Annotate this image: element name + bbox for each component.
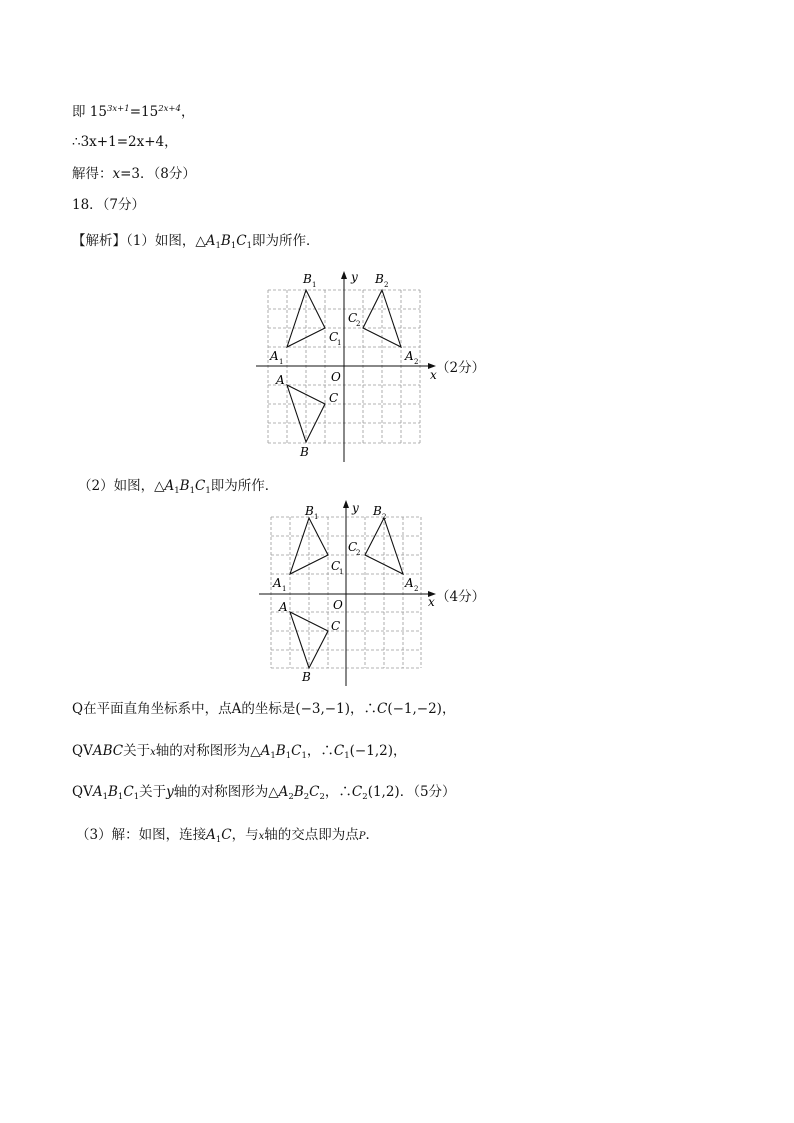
part2-suffix: 即为所作． (210, 478, 279, 494)
point-B-label: B (300, 445, 309, 459)
point-C2-sub: 2 (356, 549, 361, 557)
part2-B-sub: 1 (189, 486, 195, 496)
p3-period: ． (365, 827, 379, 843)
p3-intersection-text: 轴的交点即为点 (264, 827, 359, 843)
solution-variable: x (112, 166, 121, 182)
question-18-heading: 18．（7分） (72, 197, 146, 213)
point-B1-sub: 1 (314, 513, 319, 521)
r3-A2-sub: 2 (288, 792, 294, 802)
eq2-text: ∴3x+1=2x+4， (72, 134, 178, 150)
part1-B: B (220, 233, 231, 249)
p3-with: ，与 (231, 827, 259, 843)
y-axis-arrow (343, 500, 349, 508)
point-A1-label: A (273, 576, 282, 590)
part2-A-sub: 1 (174, 486, 180, 496)
p3-A-sub: 1 (215, 835, 222, 845)
solution-value: =3．（8分） (120, 166, 196, 182)
point-B-label: B (302, 670, 311, 684)
point-B2-label: B (375, 272, 384, 286)
origin-label: O (333, 598, 343, 612)
r2-A: A (260, 743, 271, 759)
point-C2-label: C (348, 311, 358, 325)
r1-coord-A: (−3,−1) (295, 701, 350, 717)
figure-2-score: （4分） (436, 589, 486, 605)
triangle-A1B1C1 (287, 290, 325, 347)
part2-B: B (179, 478, 190, 494)
r3-therefore: ，∴ (324, 784, 352, 800)
r3-coord: (1,2) (367, 784, 400, 800)
r2-C-sub: 1 (301, 751, 307, 761)
r3-axis-text: 轴的对称图形为△ (173, 784, 279, 800)
reasoning-line-1 (72, 700, 455, 718)
r3-A-sub: 1 (102, 792, 108, 802)
r2-prefix: QV (72, 743, 93, 759)
x-axis-label: x (428, 595, 435, 609)
reasoning-line-3 (72, 783, 456, 806)
r3-C2b: C (351, 784, 363, 800)
part3-statement (76, 826, 379, 849)
r2-coord: (−1,2) (349, 743, 393, 759)
part2-A: A (164, 478, 175, 494)
part2-statement (78, 477, 278, 500)
eq1-exponent-1: 3x+1 (106, 104, 130, 114)
part1-B-sub: 1 (230, 241, 237, 251)
r3-about: 关于 (139, 784, 167, 800)
r3-B-sub: 1 (117, 792, 124, 802)
p3-A: A (206, 827, 216, 843)
r3-C2: C (309, 784, 320, 800)
question-number (72, 196, 145, 214)
point-B2-label: B (373, 504, 382, 518)
point-A-label: A (279, 600, 288, 614)
r1-C: C (376, 701, 388, 717)
r2-therefore: ，∴ (306, 743, 334, 759)
r2-C1: C (333, 743, 345, 759)
part1-A-sub: 1 (215, 241, 221, 251)
r3-B: B (108, 784, 118, 800)
coordinate-figure-2 (252, 498, 452, 690)
point-B1-label: B (303, 272, 312, 286)
part1-suffix: 即为所作． (252, 233, 320, 249)
axes (256, 276, 432, 462)
r3-prefix: QV (72, 784, 93, 800)
eq1-exponent-2: 2x+4 (158, 104, 181, 114)
r2-A-sub: 1 (270, 751, 276, 761)
axes (259, 505, 432, 686)
x-axis-label: x (430, 368, 437, 382)
r1-prefix: Q在平面直角坐标系中，点A的坐标是 (72, 701, 296, 717)
part1-A: A (205, 233, 216, 249)
figure-1-score: （2分） (436, 360, 486, 376)
point-A2-sub: 2 (414, 358, 419, 366)
r1-coord-C: (−1,−2) (387, 701, 442, 717)
solution-line (72, 165, 196, 183)
r3-A: A (92, 784, 103, 800)
r3-A2: A (278, 784, 289, 800)
p3-P: P (358, 831, 366, 842)
point-A2-label: A (405, 576, 414, 590)
point-C-label: C (329, 391, 339, 405)
point-A1-sub: 1 (279, 358, 284, 366)
y-axis-label: y (352, 501, 359, 515)
r3-C-sub: 1 (133, 792, 140, 802)
r3-C2b-sub: 2 (362, 792, 368, 802)
y-axis-label: y (351, 270, 358, 284)
equation-line-1 (72, 100, 194, 121)
p3-C: C (221, 827, 232, 843)
part1-C: C (236, 233, 247, 249)
point-C1-label: C (329, 330, 339, 344)
eq1-comma: ， (180, 104, 195, 120)
eq1-base-2: =15 (129, 104, 159, 120)
point-B2-sub: 2 (384, 281, 389, 289)
part2-C-sub: 1 (205, 486, 211, 496)
point-A1-label: A (270, 349, 279, 363)
point-B1-sub: 1 (312, 281, 317, 289)
equation-line-2 (72, 133, 178, 151)
triangle-A1B1C1 (290, 518, 328, 574)
point-B2-sub: 2 (382, 513, 387, 521)
r1-comma: ， (441, 701, 456, 717)
triangle-A2B2C2 (363, 290, 401, 347)
part2-C: C (195, 478, 206, 494)
reasoning-line-2 (72, 742, 406, 765)
r3-C: C (123, 784, 134, 800)
part1-prefix: 【解析】（1）如图，△ (72, 233, 206, 249)
r3-score: ．（5分） (399, 784, 456, 800)
point-C2-label: C (348, 540, 358, 554)
eq1-base: 即 15 (72, 104, 107, 120)
r2-B-sub: 1 (285, 751, 292, 761)
point-A-label: A (276, 373, 285, 387)
point-A1-sub: 1 (282, 585, 287, 593)
point-B1-label: B (305, 504, 314, 518)
p3-x: x (258, 831, 265, 842)
origin-label: O (331, 370, 341, 384)
r2-x: x (150, 747, 156, 758)
r2-axis-text: 轴的对称图形为△ (155, 743, 261, 759)
part2-prefix: （2）如图，△ (78, 478, 165, 494)
r3-B2-sub: 2 (303, 792, 310, 802)
triangle-A2B2C2 (365, 518, 403, 574)
part1-C-sub: 1 (246, 241, 253, 251)
part1-statement (72, 232, 320, 255)
r3-y: y (166, 784, 174, 800)
r3-C2-sub: 2 (319, 792, 325, 802)
solution-prefix: 解得： (72, 166, 113, 182)
r3-B2: B (293, 784, 304, 800)
r2-C1-sub: 1 (344, 751, 350, 761)
point-A2-sub: 2 (414, 585, 419, 593)
point-C-label: C (331, 619, 341, 633)
point-A2-label: A (405, 349, 414, 363)
r2-about: 关于 (123, 743, 151, 759)
point-C1-sub: 1 (337, 339, 342, 347)
point-C2-sub: 2 (356, 320, 361, 328)
point-C1-sub: 1 (339, 568, 344, 576)
r1-therefore: ，∴ (349, 701, 377, 717)
p3-prefix: （3）解：如图，连接 (76, 827, 207, 843)
point-C1-label: C (331, 559, 341, 573)
r2-B: B (275, 743, 286, 759)
coordinate-figure-1 (250, 268, 450, 468)
y-axis-arrow (341, 271, 347, 279)
r2-ABC: ABC (92, 743, 124, 759)
triangle-ABC (287, 385, 325, 442)
r2-C: C (291, 743, 302, 759)
r2-comma: ， (392, 743, 407, 759)
